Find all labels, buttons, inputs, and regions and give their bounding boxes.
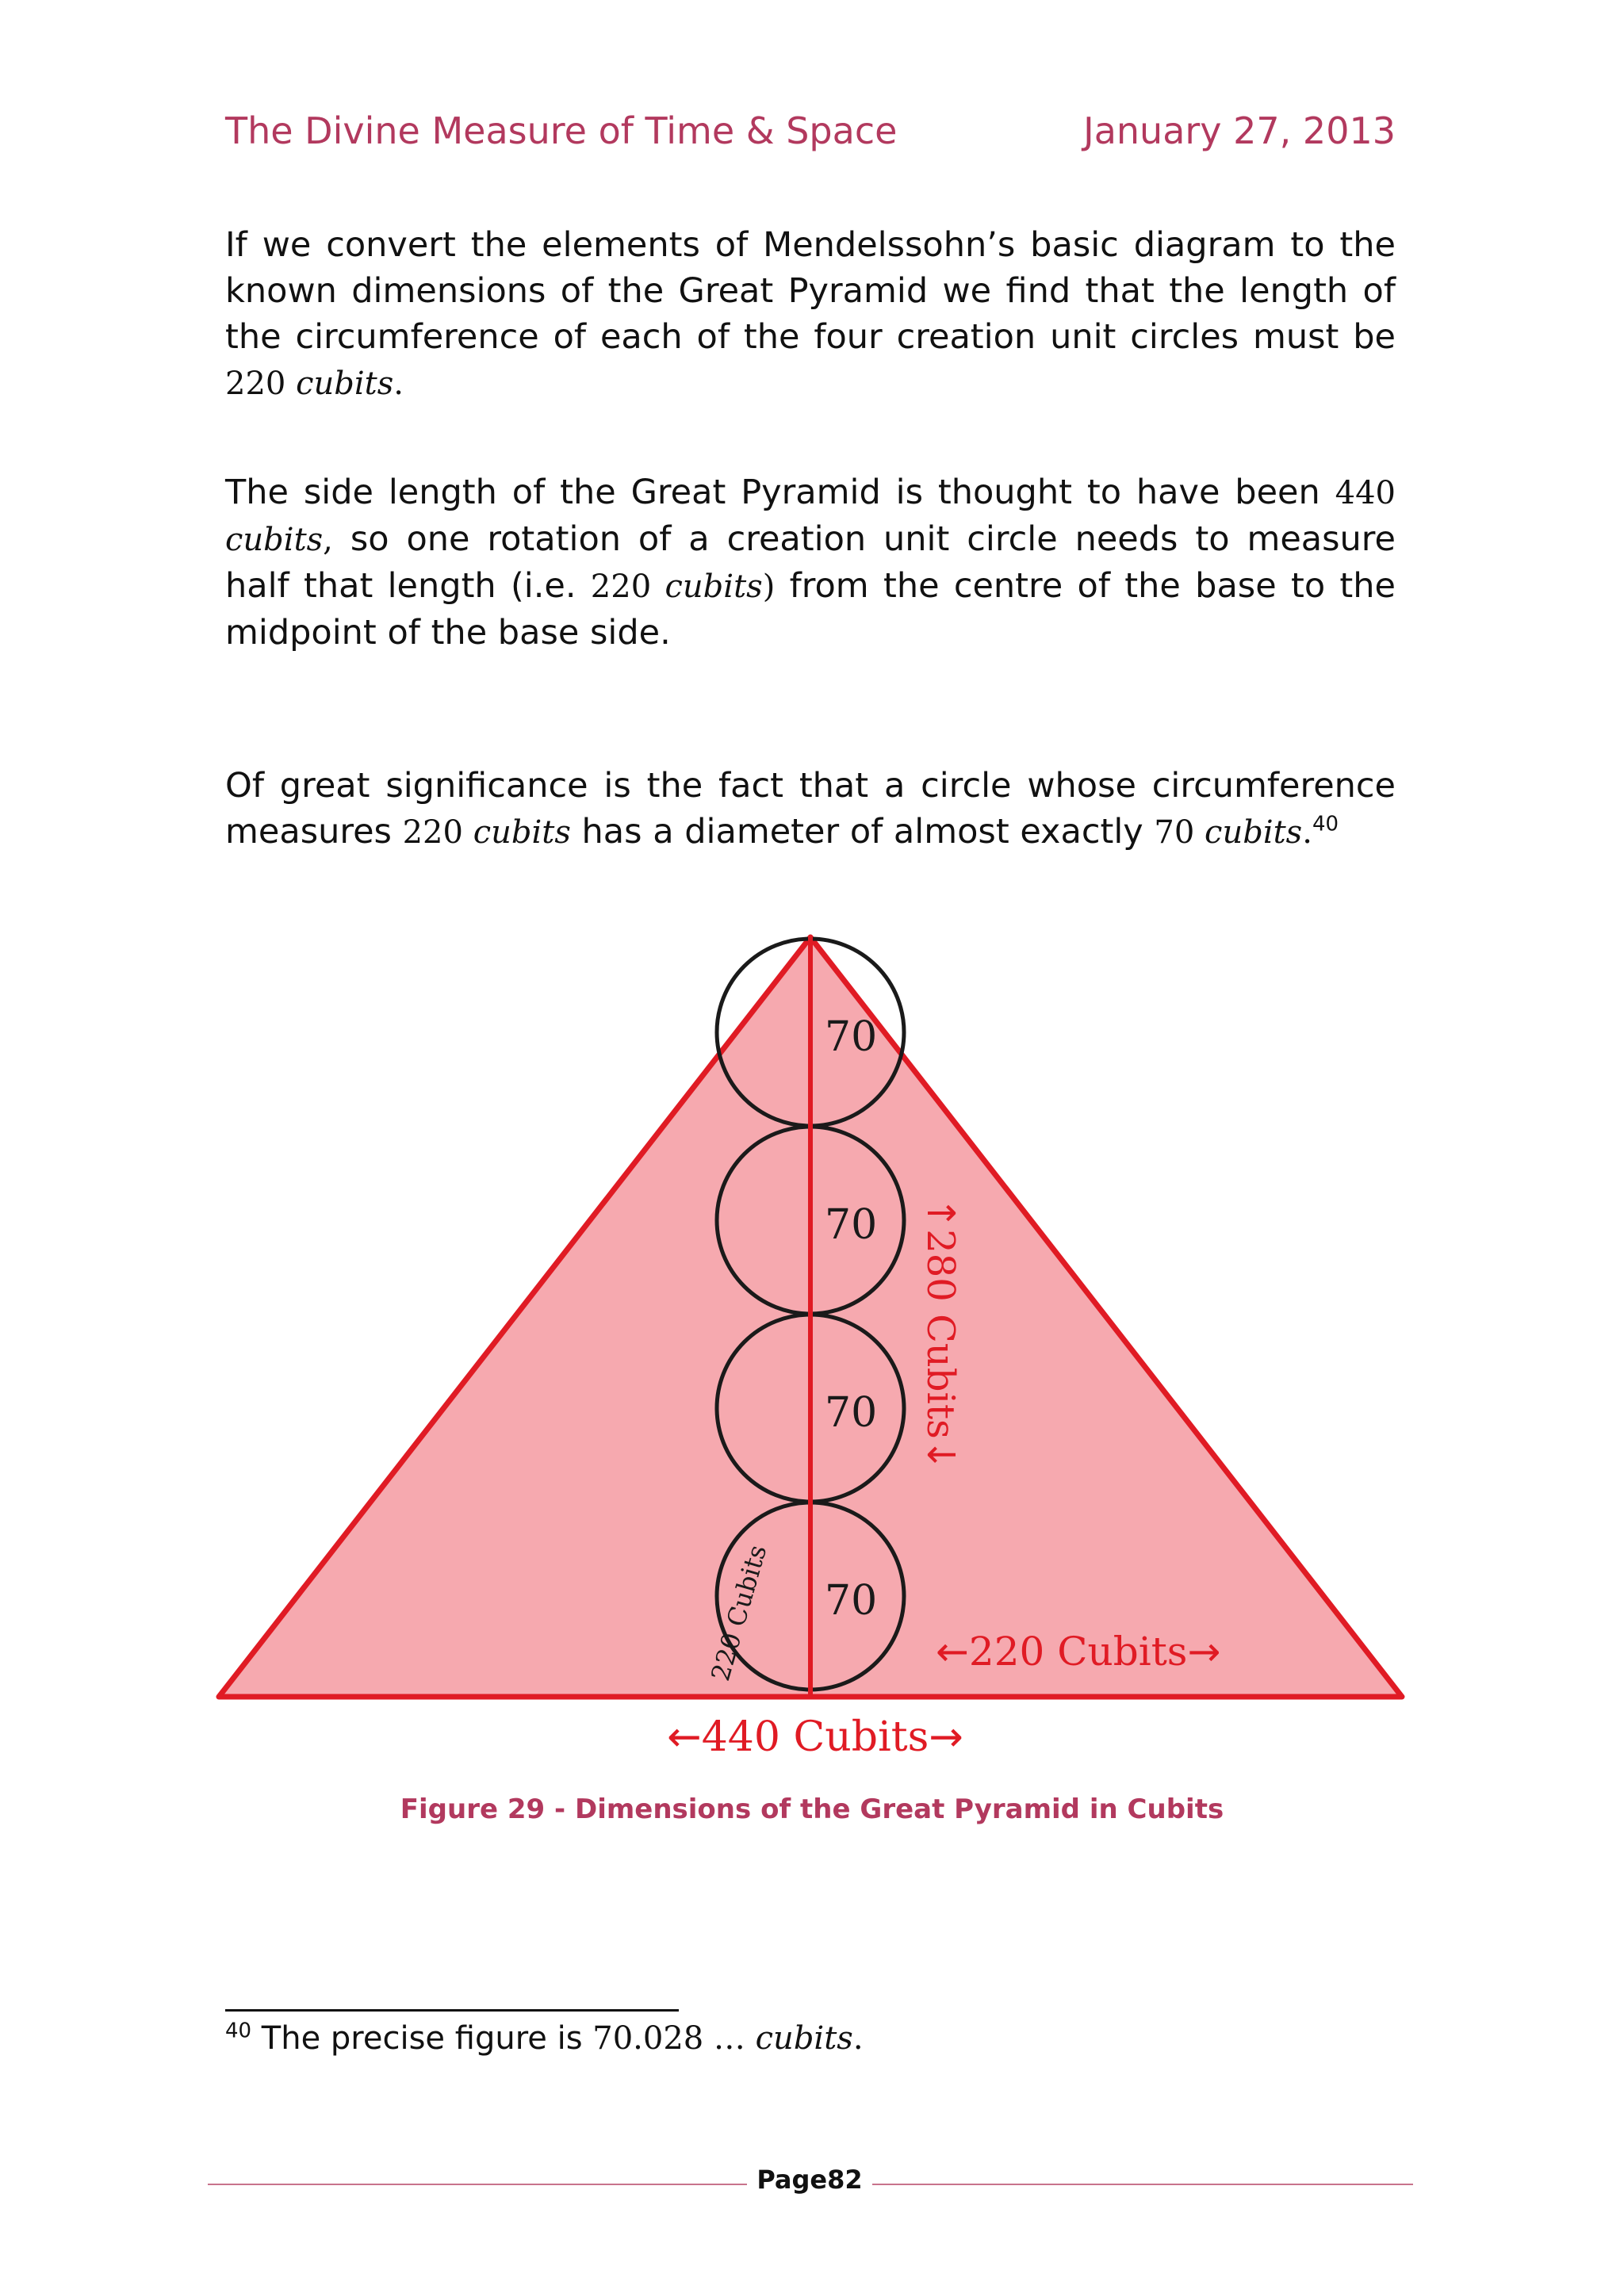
math-number: 440 — [1335, 475, 1396, 511]
height-dimension-label — [918, 1197, 963, 1471]
math-unit: cubits — [296, 366, 394, 402]
math-punct: . — [393, 366, 404, 402]
arrow-left-icon: ← — [936, 1629, 969, 1675]
arrow-down-icon: ↓ — [918, 1438, 963, 1471]
circle-diameter-label-2: 70 — [825, 1201, 878, 1249]
paragraph-2-text-a: The side length of the Great Pyramid is thought to have been — [225, 473, 1335, 512]
half-base-dimension-label — [936, 1629, 1220, 1675]
math-number: 220 — [225, 366, 286, 402]
paragraph-2-text-c: from the centre of the base to the midpoint of the base side. — [225, 566, 1396, 653]
circle-diameter-label-4: 70 — [825, 1577, 878, 1625]
circumference-label: 220 Cubits — [705, 1541, 773, 1685]
math-punct: . — [852, 2020, 864, 2057]
math-unit: cubits — [473, 814, 571, 851]
math-number: 220 — [402, 814, 463, 851]
math-punct: , — [323, 522, 333, 558]
math-number: 70 — [1154, 814, 1195, 851]
paragraph-3-text-b: has a diameter of almost exactly — [570, 812, 1155, 852]
arrow-up-icon: ↑ — [918, 1197, 963, 1230]
paragraph-2-text-b: so one rotation of a creation unit circle needs to measure half that length (i.e. — [225, 519, 1396, 606]
math-number: 70.028 — [592, 2020, 704, 2057]
header-title: The Divine Measure of Time & Space — [225, 109, 898, 152]
arrow-left-icon: ← — [667, 1713, 702, 1761]
footnote-number: 40 — [225, 2019, 252, 2043]
footnote-math — [592, 2020, 863, 2057]
footnote-text: The precise figure is — [251, 2020, 593, 2057]
paragraph-3-text-a: Of great significance is the fact that a circle whose circumference measures — [225, 766, 1396, 852]
math-unit: cubits — [225, 522, 324, 558]
footnote-reference[interactable]: 40 — [1312, 812, 1339, 836]
figure-caption: Figure 29 - Dimensions of the Great Pyramid in Cubits — [400, 1793, 1224, 1825]
header-date: January 27, 2013 — [1083, 109, 1396, 152]
paragraph-1-text: If we convert the elements of Mendelssohn’s basic diagram to the known dimensions of the Great Pyramid we find that the length of the circumference of each of the four creation unit circles must be — [225, 225, 1396, 357]
footer-rule-left — [208, 2184, 747, 2185]
base-value: 440 Cubits — [701, 1713, 929, 1761]
math-ellipsis: … — [703, 2020, 756, 2057]
math-unit: cubits — [665, 568, 763, 605]
math-punct: ) — [762, 568, 776, 605]
page-number: Page82 — [756, 2165, 863, 2195]
height-value: 280 Cubits — [918, 1229, 963, 1439]
math-number: 220 — [590, 568, 652, 605]
circle-diameter-label-3: 70 — [825, 1389, 878, 1437]
footer-rule-right — [872, 2184, 1413, 2185]
arrow-right-icon: → — [1187, 1629, 1221, 1675]
math-unit: cubits — [755, 2020, 853, 2057]
half-base-value: 220 Cubits — [968, 1629, 1188, 1675]
math-unit: cubits — [1205, 814, 1303, 851]
footnote — [225, 2020, 864, 2057]
footnote-separator — [225, 2009, 679, 2012]
arrow-right-icon: → — [929, 1713, 963, 1761]
base-dimension-label — [667, 1713, 963, 1761]
math-punct: . — [1302, 814, 1312, 851]
circle-diameter-label-1: 70 — [825, 1013, 878, 1061]
